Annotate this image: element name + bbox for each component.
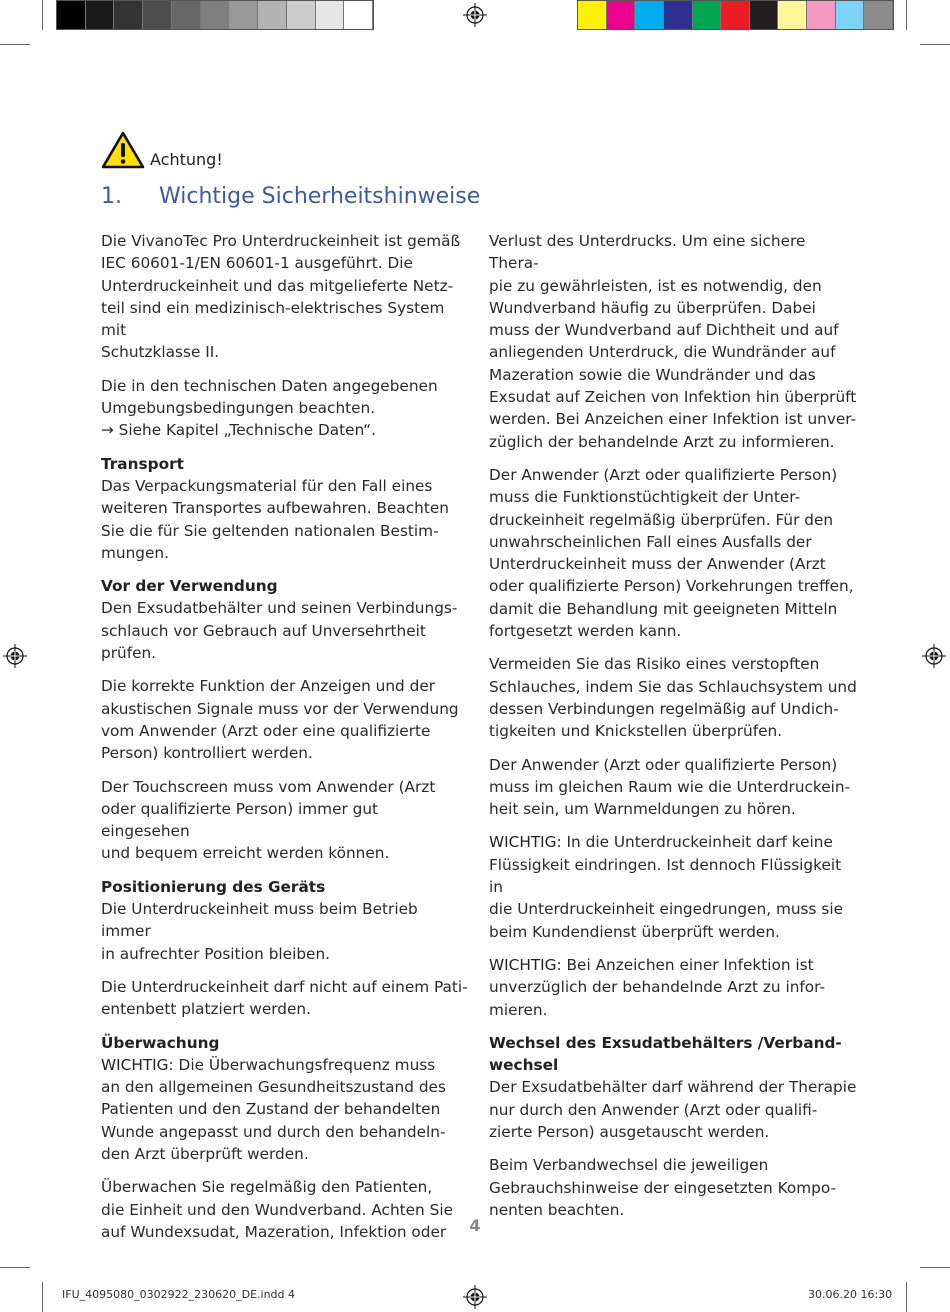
page-number: 4 [469,1216,481,1235]
paragraph [101,375,471,442]
color-swatch [316,1,345,29]
text-line: Person) kontrolliert werden. [101,744,313,763]
color-swatch [578,1,607,29]
text-line: Schlauches, indem Sie das Schlauchsystem und [489,677,857,696]
text-line: damit die Behandlung mit geeigneten Mitteln [489,599,838,618]
text-line: vom Anwender (Arzt oder eine qualifizierte [101,721,431,740]
text-line: Bei Anzeichen einer Infektion ist [561,955,814,974]
section-number: 1. [101,184,122,209]
text-line: auf Wundexsudat, Mazeration, Infektion oder [101,1222,447,1241]
text-line: die Unterdruckeinheit eingedrungen, muss sie [489,900,843,919]
color-swatch [721,1,750,29]
color-swatch [114,1,143,29]
subheading: Wechsel des Exsudatbehälters /Verband- wechsel [489,1033,842,1075]
color-swatch [864,1,893,29]
text-line: muss im gleichen Raum wie die Unterdruckein- [489,777,851,796]
text-line: anliegenden Unterdruck, die Wundränder auf [489,343,836,362]
right-text-column [489,230,859,1232]
text-line: Wundverband häufig zu überprüfen. Dabei [489,298,816,317]
text-line: unverzüglich der behandelnde Arzt zu infor- [489,978,826,997]
text-line: Wunde angepasst und durch den behandeln- [101,1122,446,1141]
left-text-column [101,230,471,1254]
text-line: Gebrauchshinweise der eingesetzten Kompo- [489,1178,836,1197]
text-line: oder qualifizierte Person) Vorkehrungen treffen, [489,577,854,596]
crop-mark [906,1282,907,1312]
text-line: schlauch vor Gebrauch auf Unversehrtheit [101,621,426,640]
text-line: die Einheit und den Wundverband. Achten Sie [101,1200,453,1219]
footer-date: 30.06.20 16:30 [808,1288,893,1301]
crop-mark [906,0,907,30]
text-line: und bequem erreicht werden können. [101,844,390,863]
color-swatch [287,1,316,29]
text-line: Vermeiden Sie das Risiko eines verstopften [489,655,820,674]
paragraph [101,675,471,764]
crop-mark [42,0,43,30]
text-line: nenten beachten. [489,1200,625,1219]
crop-mark [920,44,950,45]
paragraph [489,831,859,942]
text-line: nur durch den Anwender (Arzt oder qualifi- [489,1100,818,1119]
text-line: teil sind ein medizinisch-elektrisches System mit [101,298,445,340]
text-line: Flüssigkeit eindringen. Ist dennoch Flüssigkeit in [489,855,842,897]
text-line: muss der Wundverband auf Dichtheit und auf [489,321,839,340]
text-line: zierte Person) ausgetauscht werden. [489,1122,770,1141]
text-line: pie zu gewährleisten, ist es notwendig, den [489,276,822,295]
crop-mark [42,1282,43,1312]
section-title: Wichtige Sicherheitshinweise [159,184,481,209]
text-line: In die Unterdruckeinheit darf keine [561,833,833,852]
text-line: Überwachen Sie regelmäßig den Patienten, [101,1178,433,1197]
color-swatch [57,1,86,29]
important-keyword: WICHTIG: [489,833,562,852]
crop-mark [0,1267,30,1268]
text-line: Die in den technischen Daten angegebenen [101,376,438,395]
footer-file-name: IFU_4095080_0302922_230620_DE.indd 4 [62,1288,295,1301]
text-line: Mazeration sowie die Wundränder und das [489,365,816,384]
text-line: Die VivanoTec Pro Unterdruckeinheit ist gemäß [101,232,461,250]
color-swatch [229,1,258,29]
paragraph [489,954,859,1021]
text-line: prüfen. [101,644,157,663]
text-line: fortgesetzt werden kann. [489,622,682,641]
text-line: Das Verpackungsmaterial für den Fall eines [101,476,433,495]
paragraph [101,876,471,965]
text-line: oder qualifizierte Person) immer gut eingesehen [101,799,379,841]
paragraph [489,230,859,453]
text-line: muss die Funktionstüchtigkeit der Unter- [489,488,801,507]
text-line: Unterdruckeinheit muss der Anwender (Arzt [489,555,826,574]
warning-triangle-icon [101,130,145,170]
gray-color-bar [56,0,374,30]
section-heading [101,184,480,209]
text-line: in aufrechter Position bleiben. [101,944,331,963]
text-line: Der Touchscreen muss vom Anwender (Arzt [101,777,436,796]
color-swatch [201,1,230,29]
color-swatch [750,1,779,29]
subheading: Transport [101,454,184,473]
subheading: Vor der Verwendung [101,577,278,596]
color-swatch [86,1,115,29]
text-line: Unterdruckeinheit und das mitgelieferte Netz- [101,276,454,295]
text-line: unwahrscheinlichen Fall eines Ausfalls der [489,532,812,551]
text-line: den Arzt überprüft werden. [101,1144,309,1163]
important-keyword: WICHTIG: [101,1055,174,1074]
color-swatch [607,1,636,29]
color-swatch [172,1,201,29]
color-swatch [258,1,287,29]
warning-label: Achtung! [150,150,223,169]
text-line: IEC 60601-1/EN 60601-1 ausgeführt. Die [101,254,413,273]
text-line: weiteren Transportes aufbewahren. Beachten [101,499,449,518]
registration-mark-icon [922,644,946,668]
crop-mark [0,44,30,45]
text-line: Die Unterdruckeinheit darf nicht auf einem Pati- [101,977,468,996]
text-line: Schutzklasse II. [101,343,220,362]
text-line: Verlust des Unterdrucks. Um eine sichere Thera- [489,232,806,273]
text-line: Die korrekte Funktion der Anzeigen und der [101,677,436,696]
crop-mark [920,1267,950,1268]
text-line: beim Kundendienst überprüft werden. [489,922,780,941]
color-swatch [664,1,693,29]
text-line: akustischen Signale muss vor der Verwendung [101,699,459,718]
paragraph [489,1154,859,1221]
registration-mark-icon [463,3,487,27]
paragraph [489,464,859,642]
paragraph [101,230,471,364]
text-line: Den Exsudatbehälter und seinen Verbindungs- [101,599,458,618]
text-line: mungen. [101,543,169,562]
text-line: Der Anwender (Arzt oder qualifizierte Person) [489,755,838,774]
color-swatch [693,1,722,29]
text-line: tigkeiten und Knickstellen überprüfen. [489,722,783,741]
paragraph [101,453,471,564]
text-line: Exsudat auf Zeichen von Infektion hin überprüft [489,388,857,407]
important-keyword: WICHTIG: [489,955,562,974]
subheading: Positionierung des Geräts [101,877,326,896]
text-line: mieren. [489,1000,548,1019]
text-line: werden. Bei Anzeichen einer Infektion ist unver- [489,410,857,429]
paragraph [101,1032,471,1166]
color-swatch [807,1,836,29]
text-line: druckeinheit regelmäßig überprüfen. Für den [489,510,834,529]
text-line: an den allgemeinen Gesundheitszustand des [101,1078,446,1097]
registration-mark-icon [463,1285,487,1309]
paragraph [489,1032,859,1143]
text-line: Beim Verbandwechsel die jeweiligen [489,1156,769,1175]
color-swatch [635,1,664,29]
paragraph [489,653,859,742]
text-line: Umgebungsbedingungen beachten. [101,399,376,418]
color-swatch [344,1,373,29]
paragraph [101,575,471,664]
process-color-bar [577,0,894,30]
color-swatch [836,1,865,29]
text-line: Patienten und den Zustand der behandelten [101,1100,441,1119]
text-line: züglich der behandelnde Arzt zu informieren. [489,432,835,451]
paragraph [101,776,471,865]
paragraph [101,976,471,1021]
text-line: Sie die für Sie geltenden nationalen Bestim- [101,521,439,540]
text-line: dessen Verbindungen regelmäßig auf Undich- [489,699,839,718]
subheading: Überwachung [101,1033,220,1052]
registration-mark-icon [3,644,27,668]
text-line: → Siehe Kapitel „Technische Daten“. [101,421,376,440]
color-swatch [778,1,807,29]
text-line: entenbett platziert werden. [101,1000,311,1019]
paragraph [489,754,859,821]
color-swatch [143,1,172,29]
text-line: heit sein, um Warnmeldungen zu hören. [489,800,796,819]
text-line: Die Überwachungsfrequenz muss [173,1055,436,1074]
text-line: Der Anwender (Arzt oder qualifizierte Person) [489,465,838,484]
text-line: Die Unterdruckeinheit muss beim Betrieb immer [101,900,418,941]
text-line: Der Exsudatbehälter darf während der Therapie [489,1078,857,1097]
